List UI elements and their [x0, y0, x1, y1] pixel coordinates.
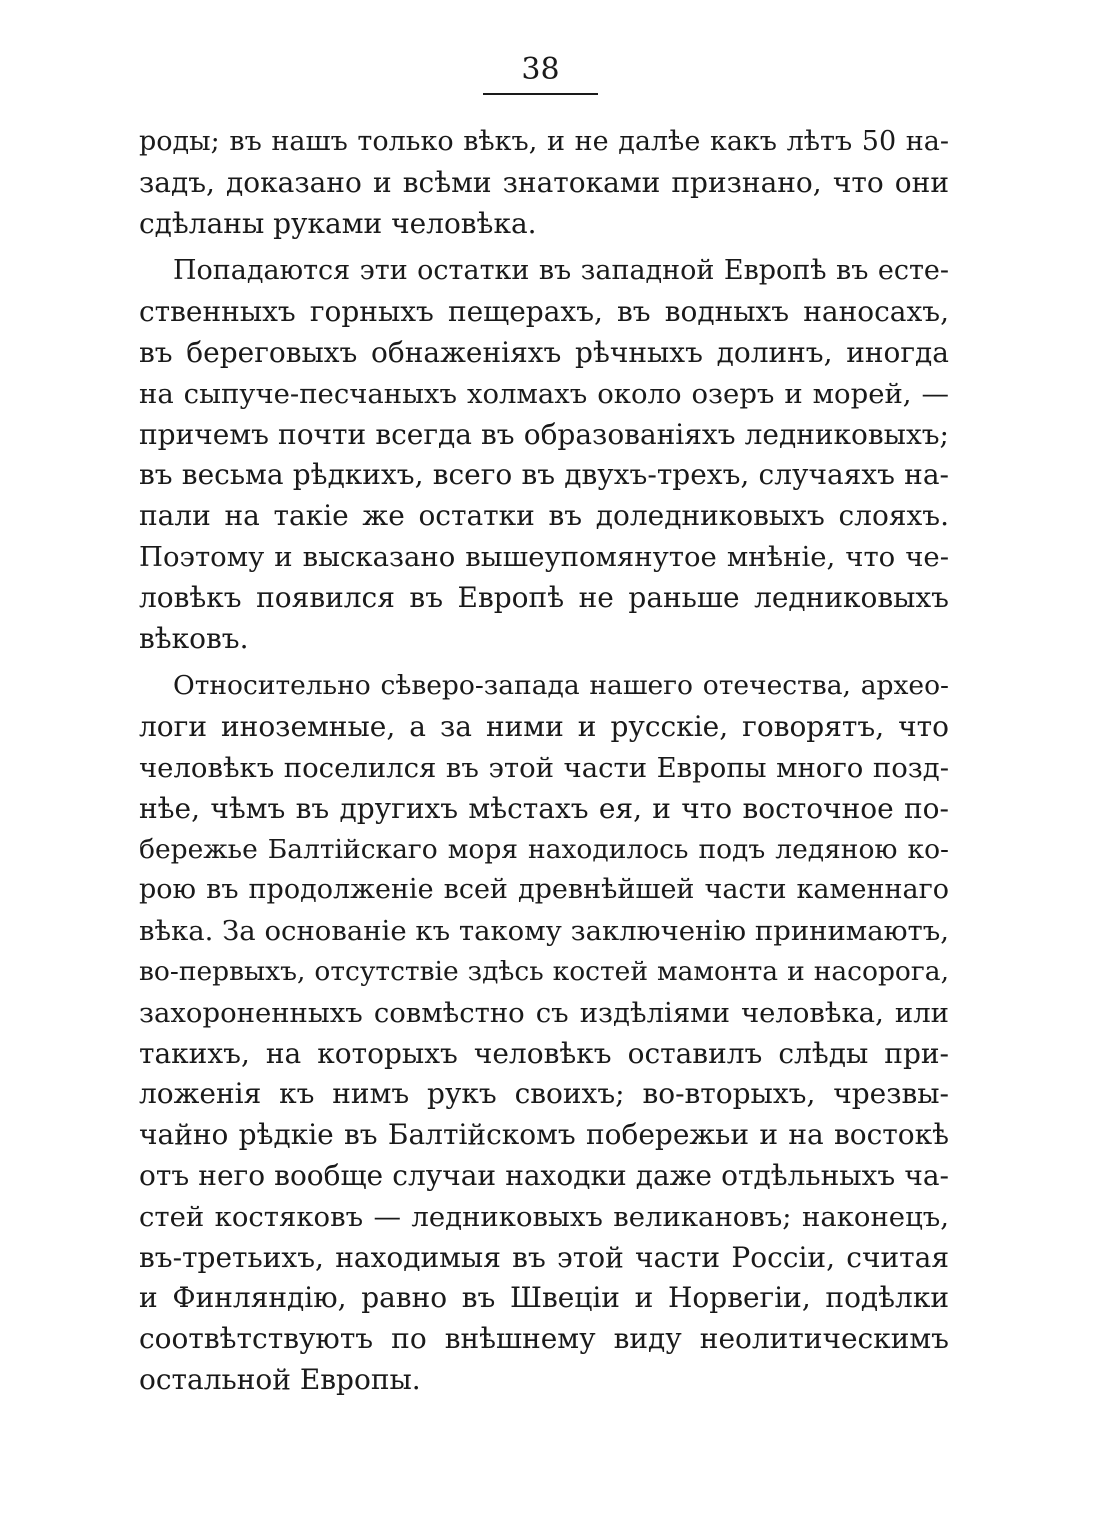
- text-line: бережье Балтiйскаго моря находилось подъ ледяною ко-: [139, 833, 949, 865]
- text-line: рою въ продолженiе всей древнѣйшей части каменнаго: [139, 874, 949, 906]
- text-line: пали на такiе же остатки въ доледниковыхъ слояхъ.: [139, 499, 949, 533]
- text-line: Попадаются эти остатки въ западной Европѣ въ есте-: [173, 255, 949, 287]
- page-number-rule: [483, 93, 598, 95]
- text-line: въ-третьихъ, находимыя въ этой части Россiи, считая: [139, 1240, 949, 1274]
- text-line: и Финляндiю, равно въ Швецiи и Норвегiи, подѣлки: [139, 1281, 949, 1315]
- text-line: вѣковъ.: [139, 621, 249, 655]
- text-line: на сыпуче-песчаныхъ холмахъ около озеръ и морей, —: [139, 377, 949, 410]
- text-line: Относительно сѣверо-запада нашего отечества, архео-: [173, 670, 949, 702]
- page-number: 38: [521, 52, 560, 87]
- text-line: логи иноземные, а за ними и русскiе, говорятъ, что: [139, 710, 949, 744]
- text-line: въ береговыхъ обнаженiяхъ рѣчныхъ долинъ, иногда: [139, 335, 949, 369]
- text-line: остальной Европы.: [139, 1362, 421, 1396]
- text-line: соотвѣтствуютъ по внѣшнему виду неолитическимъ: [139, 1322, 949, 1356]
- text-line: задъ, доказано и всѣми знатоками признано, что они: [139, 165, 949, 199]
- text-line: причемъ почти всегда въ образованiяхъ ледниковыхъ;: [139, 417, 949, 451]
- paragraph-gap: [139, 244, 949, 251]
- text-line: въ весьма рѣдкихъ, всего въ двухъ-трехъ, случаяхъ на-: [139, 458, 949, 492]
- text-line: захороненныхъ совмѣстно съ издѣлiями человѣка, или: [139, 996, 949, 1029]
- text-line: отъ него вообще случаи находки даже отдѣльныхъ ча-: [139, 1158, 949, 1192]
- text-line: ложенiя къ нимъ рукъ своихъ; во-вторыхъ, чрезвы-: [139, 1077, 949, 1111]
- paragraph-gap: [139, 659, 949, 666]
- text-line: ственныхъ горныхъ пещерахъ, въ водныхъ наносахъ,: [139, 295, 949, 329]
- text-line: вѣка. За основанiе къ такому заключенiю принимаютъ,: [139, 915, 949, 948]
- paragraph: [139, 666, 949, 1400]
- text-line: нѣе, чѣмъ въ другихъ мѣстахъ ея, и что восточное по-: [139, 791, 949, 825]
- text-line: ловѣкъ появился въ Европѣ не раньше ледниковыхъ: [139, 580, 949, 614]
- text-line: такихъ, на которыхъ человѣкъ оставилъ слѣды при-: [139, 1036, 949, 1070]
- text-line: человѣкъ поселился въ этой части Европы много позд-: [139, 751, 949, 784]
- body-text: [139, 122, 949, 1401]
- text-line: роды; въ нашъ только вѣкъ, и не далѣе какъ лѣтъ 50 на-: [139, 126, 949, 157]
- paragraph: [139, 122, 949, 244]
- text-line: Поэтому и высказано вышеупомянутое мнѣнiе, что че-: [139, 540, 949, 573]
- text-line: стей костяковъ — ледниковыхъ великановъ; наконецъ,: [139, 1200, 949, 1233]
- text-line: сдѣланы руками человѣка.: [139, 206, 537, 240]
- text-line: во-первыхъ, отсутствiе здѣсь костей мамонта и насорога,: [139, 955, 949, 987]
- text-line: чайно рѣдкiе въ Балтiйскомъ побережьи и на востокѣ: [139, 1118, 949, 1152]
- paragraph: [139, 251, 949, 659]
